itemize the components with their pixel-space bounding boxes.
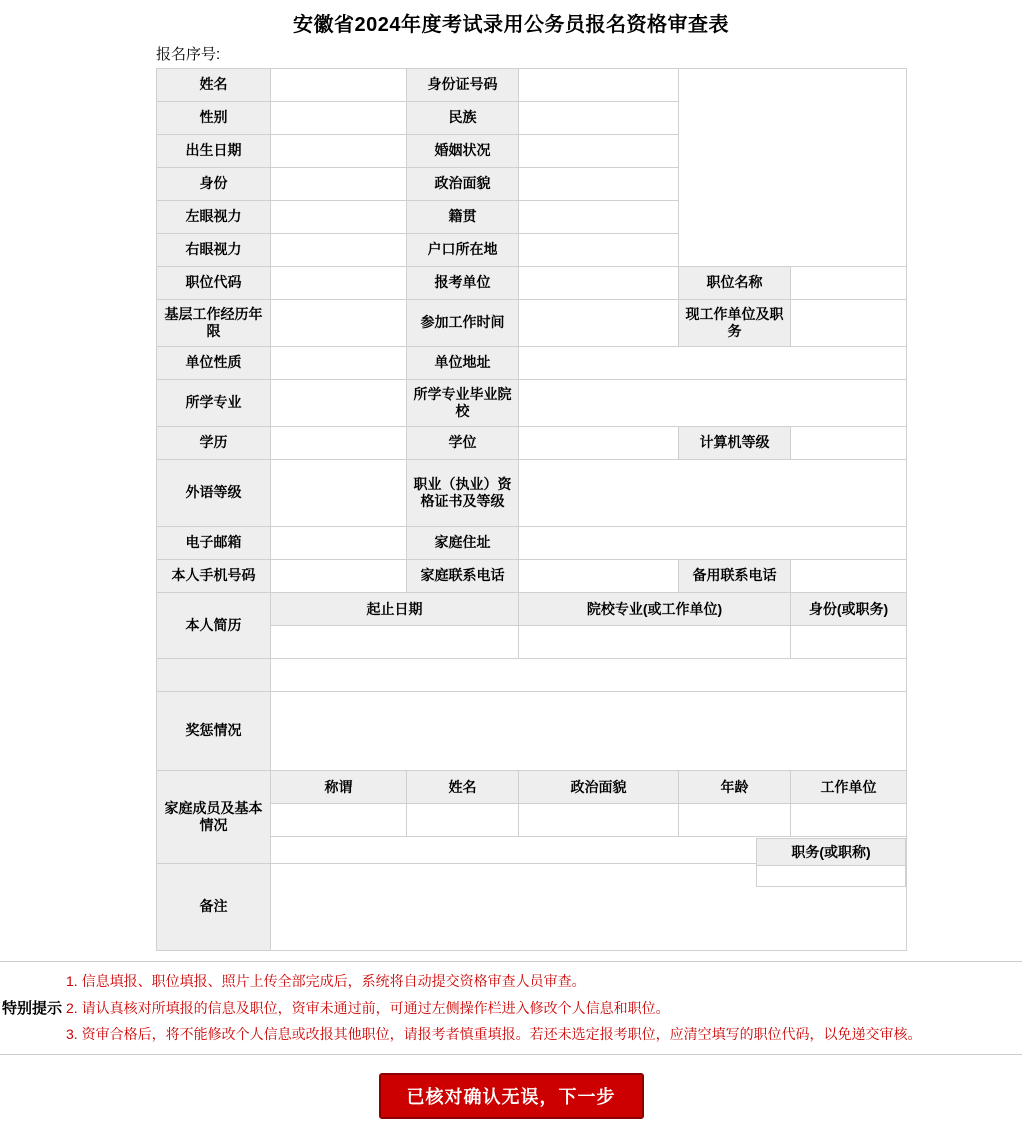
value-gender[interactable] <box>271 102 407 135</box>
value-education[interactable] <box>271 427 407 460</box>
label-degree: 学位 <box>407 427 519 460</box>
label-position-name: 职位名称 <box>679 267 791 300</box>
value-grassroots-years[interactable] <box>271 300 407 347</box>
notice-item-1: 1. 信息填报、职位填报、照片上传全部完成后，系统将自动提交资格审查人员审查。 <box>66 973 586 989</box>
family-header-age: 年龄 <box>679 771 791 804</box>
value-ethnicity[interactable] <box>519 102 679 135</box>
label-major: 所学专业 <box>157 380 271 427</box>
table-row <box>157 300 907 347</box>
label-current-unit-post: 现工作单位及职务 <box>679 300 791 347</box>
notice-item-2: 2. 请认真核对所填报的信息及职位，资审未通过前，可通过左侧操作栏进入修改个人信息和职位。 <box>66 999 670 1016</box>
family-header-relation: 称谓 <box>271 771 407 804</box>
label-resume: 本人简历 <box>157 593 271 659</box>
value-political-status[interactable] <box>519 168 679 201</box>
family-cell-relation[interactable] <box>271 804 407 837</box>
family-header-political: 政治面貌 <box>519 771 679 804</box>
label-native-place: 籍贯 <box>407 201 519 234</box>
table-row <box>157 69 907 102</box>
label-mobile: 本人手机号码 <box>157 560 271 593</box>
family-cell-political[interactable] <box>519 804 679 837</box>
value-unit-nature[interactable] <box>271 347 407 380</box>
label-home-phone: 家庭联系电话 <box>407 560 519 593</box>
family-header-post: 职务(或职称) <box>756 838 906 866</box>
value-apply-unit[interactable] <box>519 267 679 300</box>
label-marital-status: 婚姻状况 <box>407 135 519 168</box>
value-unit-address[interactable] <box>519 347 907 380</box>
serial-number-row <box>156 43 1022 64</box>
value-computer-level[interactable] <box>791 427 907 460</box>
table-row <box>157 267 907 300</box>
label-education: 学历 <box>157 427 271 460</box>
resume-spacer-label <box>157 659 271 692</box>
family-header-name: 姓名 <box>407 771 519 804</box>
label-id-number: 身份证号码 <box>407 69 519 102</box>
resume-cell-date[interactable] <box>271 626 519 659</box>
submit-area <box>0 1073 1022 1119</box>
value-email[interactable] <box>271 527 407 560</box>
label-household-location: 户口所在地 <box>407 234 519 267</box>
label-email: 电子邮箱 <box>157 527 271 560</box>
label-apply-unit: 报考单位 <box>407 267 519 300</box>
table-row <box>157 560 907 593</box>
table-row <box>157 427 907 460</box>
resume-header-date: 起止日期 <box>271 593 519 626</box>
value-position-code[interactable] <box>271 267 407 300</box>
table-row <box>157 593 907 626</box>
value-professional-certificate[interactable] <box>519 460 907 527</box>
value-work-start-time[interactable] <box>519 300 679 347</box>
label-work-start-time: 参加工作时间 <box>407 300 519 347</box>
table-row <box>157 692 907 771</box>
special-notice-label: 特别提示 <box>2 1000 63 1018</box>
value-mobile[interactable] <box>271 560 407 593</box>
value-home-address[interactable] <box>519 527 907 560</box>
label-family-members: 家庭成员及基本情况 <box>157 771 271 864</box>
family-cell-age[interactable] <box>679 804 791 837</box>
family-cell-post[interactable] <box>756 866 906 887</box>
serial-number-label: 报名序号: <box>156 46 221 63</box>
value-major[interactable] <box>271 380 407 427</box>
label-grassroots-years: 基层工作经历年限 <box>157 300 271 347</box>
value-major-school[interactable] <box>519 380 907 427</box>
special-notice <box>0 961 1022 1055</box>
label-ethnicity: 民族 <box>407 102 519 135</box>
value-foreign-language-level[interactable] <box>271 460 407 527</box>
label-position-code: 职位代码 <box>157 267 271 300</box>
family-header-unit: 工作单位 <box>791 771 907 804</box>
value-rewards-punishments[interactable] <box>271 692 907 771</box>
value-identity[interactable] <box>271 168 407 201</box>
label-identity: 身份 <box>157 168 271 201</box>
label-name: 姓名 <box>157 69 271 102</box>
value-left-eye[interactable] <box>271 201 407 234</box>
value-home-phone[interactable] <box>519 560 679 593</box>
value-backup-phone[interactable] <box>791 560 907 593</box>
table-row <box>157 771 907 804</box>
resume-header-identity: 身份(或职务) <box>791 593 907 626</box>
value-marital-status[interactable] <box>519 135 679 168</box>
label-backup-phone: 备用联系电话 <box>679 560 791 593</box>
value-id-number[interactable] <box>519 69 679 102</box>
resume-spacer-cell <box>271 659 907 692</box>
special-notice-list <box>66 968 1022 1048</box>
value-position-name[interactable] <box>791 267 907 300</box>
label-birth-date: 出生日期 <box>157 135 271 168</box>
value-name[interactable] <box>271 69 407 102</box>
table-row <box>157 347 907 380</box>
label-major-school: 所学专业毕业院校 <box>407 380 519 427</box>
table-row <box>157 380 907 427</box>
value-right-eye[interactable] <box>271 234 407 267</box>
table-row <box>157 527 907 560</box>
family-cell-name[interactable] <box>407 804 519 837</box>
value-degree[interactable] <box>519 427 679 460</box>
label-unit-address: 单位地址 <box>407 347 519 380</box>
label-computer-level: 计算机等级 <box>679 427 791 460</box>
notice-item-3: 3. 资审合格后，将不能修改个人信息或改报其他职位，请报考者慎重填报。若还未选定报考职位，应清空填写的职位代码，以免递交审核。 <box>66 1026 922 1043</box>
page-title: 安徽省2024年度考试录用公务员报名资格审查表 <box>293 14 729 36</box>
resume-header-school: 院校专业(或工作单位) <box>519 593 791 626</box>
label-home-address: 家庭住址 <box>407 527 519 560</box>
label-right-eye: 右眼视力 <box>157 234 271 267</box>
label-foreign-language-level: 外语等级 <box>157 460 271 527</box>
value-birth-date[interactable] <box>271 135 407 168</box>
table-row <box>157 659 907 692</box>
value-current-unit-post[interactable] <box>791 300 907 347</box>
label-political-status: 政治面貌 <box>407 168 519 201</box>
label-professional-certificate: 职业（执业）资格证书及等级 <box>407 460 519 527</box>
family-cell-unit[interactable] <box>791 804 907 837</box>
resume-cell-school[interactable] <box>519 626 791 659</box>
label-rewards-punishments: 奖惩情况 <box>157 692 271 771</box>
value-household-location[interactable] <box>519 234 679 267</box>
label-left-eye: 左眼视力 <box>157 201 271 234</box>
confirm-next-button[interactable]: 已核对确认无误，下一步 <box>379 1073 644 1119</box>
qualification-form-table <box>156 68 907 951</box>
label-unit-nature: 单位性质 <box>157 347 271 380</box>
family-last-column <box>756 838 906 887</box>
label-remarks: 备注 <box>157 864 271 951</box>
table-row <box>157 460 907 527</box>
value-native-place[interactable] <box>519 201 679 234</box>
label-gender: 性别 <box>157 102 271 135</box>
resume-cell-identity[interactable] <box>791 626 907 659</box>
photo-area[interactable] <box>679 69 907 267</box>
